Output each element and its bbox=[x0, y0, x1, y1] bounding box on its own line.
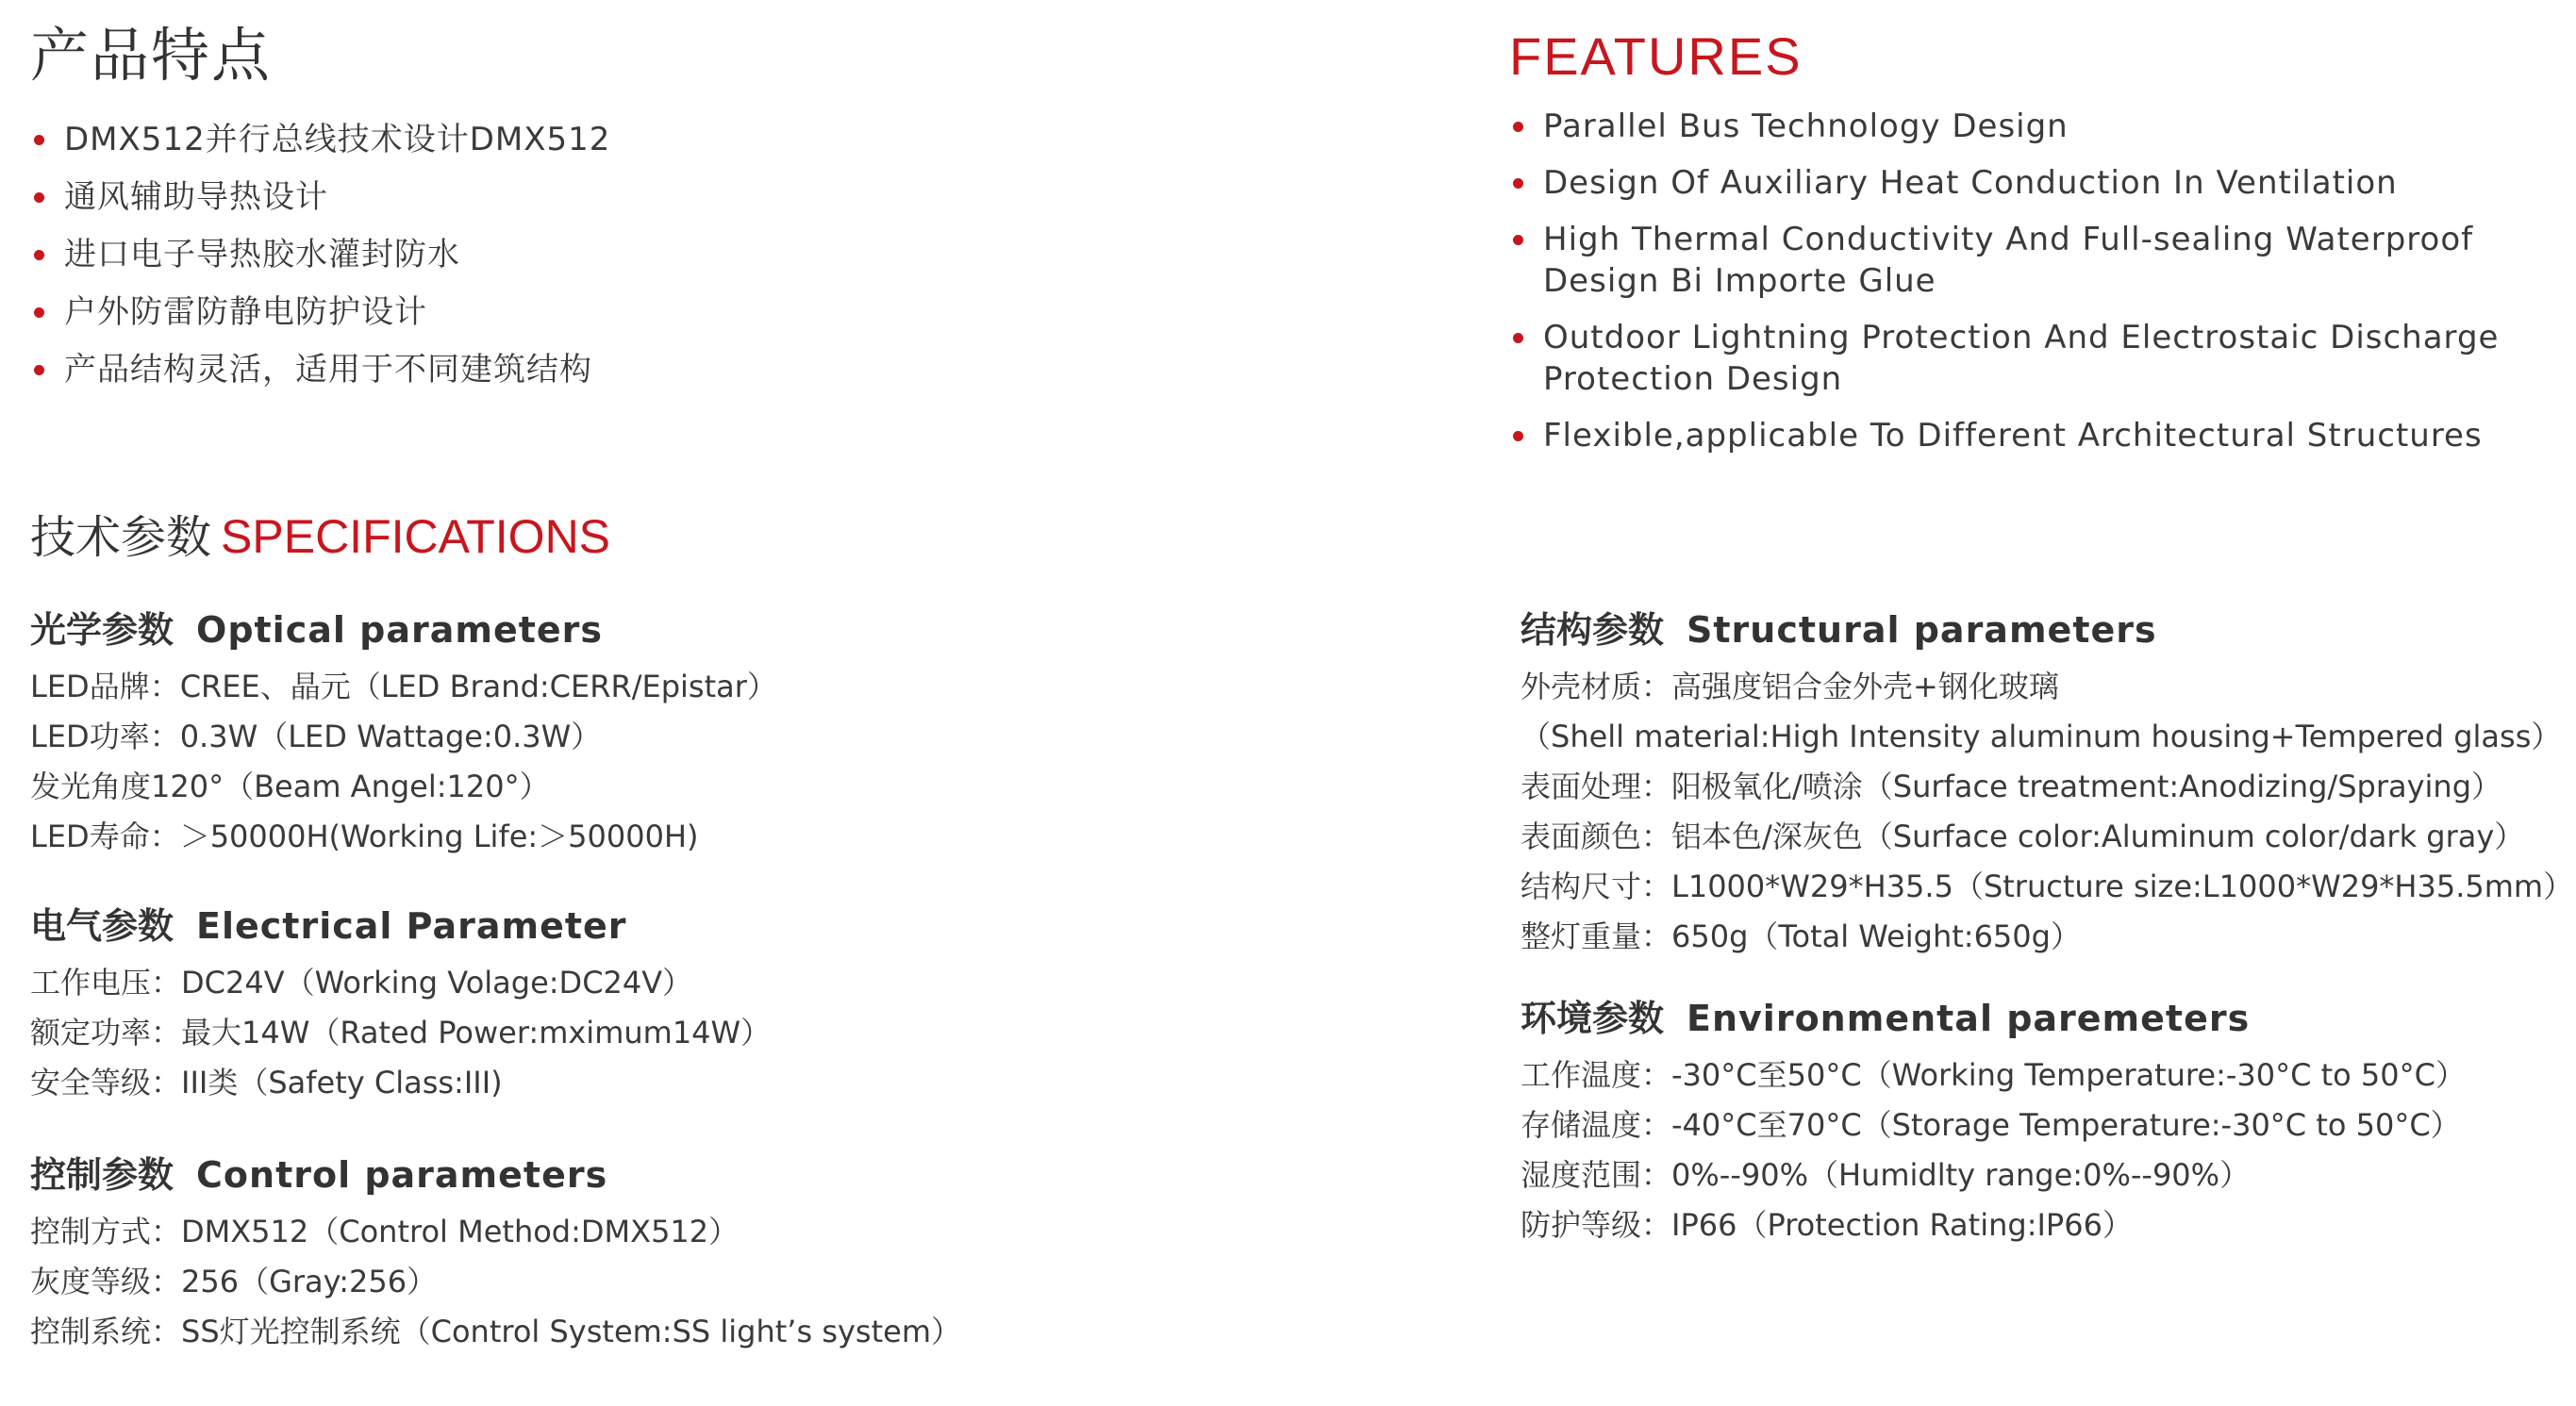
specifications-title-cn: 技术参数 bbox=[30, 511, 212, 564]
spec-row: （Shell material:High Intensity aluminum housing+Tempered glass） bbox=[1521, 719, 2562, 754]
group-title bbox=[30, 607, 777, 653]
spec-row: 外壳材质：高强度铝合金外壳+钢化玻璃 bbox=[1521, 669, 2059, 704]
list-item bbox=[1509, 317, 2509, 400]
feature-text: Outdoor Lightning Protection And Electrostaic Discharge Protection Design bbox=[1543, 319, 2500, 398]
spec-row: 发光角度120°（Beam Angel:120°） bbox=[30, 769, 550, 804]
bullet-dot-icon bbox=[34, 250, 44, 260]
spec-row: 额定功率：最大14W（Rated Power:mximum14W） bbox=[30, 1015, 772, 1050]
list-item bbox=[1509, 415, 2509, 456]
spec-row: 存储温度：-40°C至70°C（Storage Temperature:-30°C to 50°C） bbox=[1521, 1107, 2461, 1143]
features-cn-section bbox=[30, 21, 611, 406]
environmental-group bbox=[1521, 996, 2466, 1250]
feature-text: Parallel Bus Technology Design bbox=[1543, 108, 2069, 145]
group-title bbox=[30, 903, 771, 949]
bullet-dot-icon bbox=[1513, 235, 1523, 245]
bullet-dot-icon bbox=[1513, 333, 1523, 343]
list-item bbox=[30, 349, 610, 390]
structural-group bbox=[1521, 607, 2573, 962]
group-title-cn: 结构参数 bbox=[1521, 609, 1665, 651]
feature-text: 通风辅助导热设计 bbox=[64, 178, 328, 216]
group-title-cn: 光学参数 bbox=[30, 609, 175, 651]
list-item bbox=[1509, 162, 2509, 204]
bullet-dot-icon bbox=[34, 307, 44, 318]
spec-row: 表面颜色：铝本色/深灰色（Surface color:Aluminum color/dark gray） bbox=[1521, 819, 2525, 854]
spec-row: 湿度范围：0%--90%（Humidlty range:0%--90%） bbox=[1521, 1157, 2251, 1193]
feature-text: 户外防雷防静电防护设计 bbox=[64, 293, 427, 331]
feature-text: 产品结构灵活，适用于不同建筑结构 bbox=[64, 351, 592, 389]
spec-row: 表面处理：阳极氧化/喷涂（Surface treatment:Anodizing/Spraying） bbox=[1521, 769, 2502, 804]
group-title-cn: 环境参数 bbox=[1521, 998, 1665, 1039]
spec-row: LED寿命：＞50000H(Working Life:＞50000H) bbox=[30, 819, 699, 854]
spec-row: 工作温度：-30°C至50°C（Working Temperature:-30°C to 50°C） bbox=[1521, 1057, 2466, 1093]
feature-text: Design Of Auxiliary Heat Conduction In Ventilation bbox=[1543, 164, 2398, 202]
group-title bbox=[1521, 996, 2466, 1041]
feature-text: 进口电子导热胶水灌封防水 bbox=[64, 236, 460, 273]
feature-text: DMX512并行总线技术设计DMX512 bbox=[64, 121, 611, 158]
list-item bbox=[30, 291, 610, 333]
spec-row: 安全等级：III类（Safety Class:III) bbox=[30, 1065, 503, 1100]
list-item bbox=[1509, 106, 2509, 147]
group-title bbox=[1521, 607, 2573, 653]
spec-row: 结构尺寸：L1000*W29*H35.5（Structure size:L1000*W29*H35.5mm） bbox=[1521, 868, 2574, 904]
group-title-en: Electrical Parameter bbox=[196, 905, 627, 947]
features-en-section bbox=[1509, 26, 2509, 471]
control-group bbox=[30, 1152, 961, 1357]
electrical-group bbox=[30, 903, 771, 1108]
group-title-cn: 控制参数 bbox=[30, 1154, 175, 1196]
features-cn-list bbox=[30, 119, 610, 390]
list-item bbox=[30, 234, 610, 275]
spec-row: LED品牌：CREE、晶元（LED Brand:CERR/Epistar） bbox=[30, 669, 777, 704]
bullet-dot-icon bbox=[34, 135, 44, 145]
bullet-dot-icon bbox=[1513, 178, 1523, 189]
list-item bbox=[30, 119, 610, 160]
features-en-list bbox=[1509, 106, 2509, 456]
spec-row: 整灯重量：650g（Total Weight:650g） bbox=[1521, 918, 2081, 954]
features-en-title: FEATURES bbox=[1509, 26, 1803, 86]
bullet-dot-icon bbox=[1513, 122, 1523, 132]
group-title-en: Structural parameters bbox=[1687, 609, 2157, 651]
bullet-dot-icon bbox=[1513, 431, 1523, 441]
spec-row: 灰度等级：256（Gray:256） bbox=[30, 1264, 438, 1299]
spec-row: 工作电压：DC24V（Working Volage:DC24V） bbox=[30, 965, 693, 1001]
bullet-dot-icon bbox=[34, 192, 44, 203]
spec-row: 防护等级：IP66（Protection Rating:IP66） bbox=[1521, 1207, 2133, 1243]
bullet-dot-icon bbox=[34, 365, 44, 375]
specifications-heading bbox=[30, 510, 611, 564]
feature-text: High Thermal Conductivity And Full-sealing Waterproof Design Bi Importe Glue bbox=[1543, 221, 2474, 300]
group-title bbox=[30, 1152, 961, 1198]
list-item bbox=[30, 176, 610, 218]
optical-group bbox=[30, 607, 777, 862]
group-title-en: Optical parameters bbox=[196, 609, 604, 651]
feature-text: Flexible,applicable To Different Architectural Structures bbox=[1543, 417, 2483, 455]
spec-row: 控制系统：SS灯光控制系统（Control System:SS light’s system） bbox=[30, 1314, 962, 1349]
group-title-cn: 电气参数 bbox=[30, 905, 175, 947]
spec-row: 控制方式：DMX512（Control Method:DMX512） bbox=[30, 1214, 740, 1249]
spec-row: LED功率：0.3W（LED Wattage:0.3W） bbox=[30, 719, 602, 754]
group-title-en: Environmental paremeters bbox=[1687, 998, 2251, 1039]
list-item bbox=[1509, 219, 2509, 302]
features-cn-title: 产品特点 bbox=[30, 21, 273, 90]
group-title-en: Control parameters bbox=[196, 1154, 608, 1196]
specifications-title-en: SPECIFICATIONS bbox=[221, 510, 611, 563]
